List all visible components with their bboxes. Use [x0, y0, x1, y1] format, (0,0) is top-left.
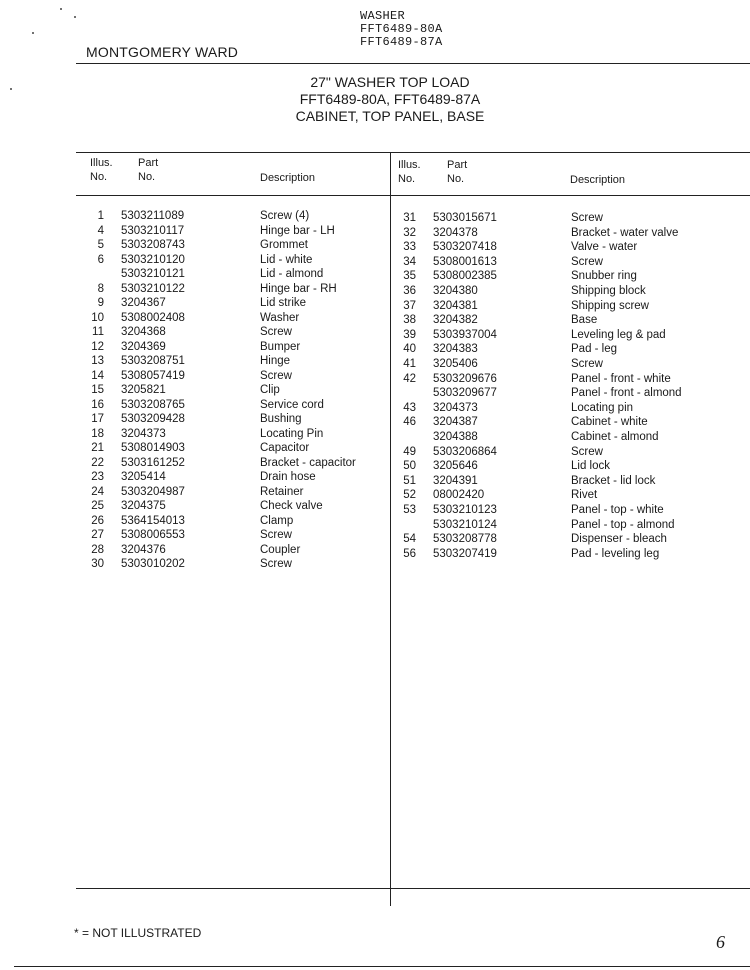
part-description: Panel - front - almond	[571, 387, 682, 400]
illus-no: 32	[403, 226, 416, 239]
table-top-rule	[76, 152, 750, 153]
parts-row	[0, 475, 750, 490]
part-description: Grommet	[260, 239, 308, 251]
part-description: Screw	[571, 255, 603, 268]
part-no: 5303208751	[121, 355, 185, 367]
scan-speck	[74, 16, 76, 18]
illus-no: 22	[91, 456, 104, 469]
part-description: Panel - top - almond	[571, 518, 675, 531]
page-mark: 6	[716, 932, 725, 952]
part-description: Pad - leveling leg	[571, 547, 660, 560]
header-text: Illus.	[398, 159, 421, 171]
parts-row	[0, 416, 750, 431]
illus-no: 9	[97, 297, 104, 309]
part-no: 5303161252	[121, 456, 185, 469]
illus-no: 43	[403, 401, 416, 414]
part-no: 5303210121	[121, 268, 185, 280]
parts-row	[0, 504, 750, 519]
illus-no: 36	[403, 285, 416, 297]
parts-row	[0, 282, 750, 300]
parts-row	[0, 519, 750, 534]
part-no: 5303210122	[121, 282, 185, 295]
part-no: 3204380	[433, 285, 478, 297]
part-no: 5303206864	[433, 445, 497, 458]
part-description: Lid strike	[260, 297, 307, 309]
part-no: 5303208743	[121, 239, 185, 251]
illus-no: 40	[403, 343, 416, 356]
part-no: 3204381	[433, 299, 478, 312]
illus-no: 10	[91, 311, 104, 324]
part-description: Bracket - capacitor	[260, 456, 356, 469]
illus-no: 53	[403, 504, 416, 516]
part-no: 3204383	[433, 343, 478, 356]
parts-row	[0, 358, 750, 373]
part-description: Screw	[571, 445, 603, 458]
part-description: Clip	[260, 384, 280, 396]
part-no: 5308057419	[121, 369, 185, 382]
illus-no: 8	[97, 282, 104, 295]
brand-name: MONTGOMERY WARD	[86, 44, 239, 60]
parts-row	[0, 548, 750, 563]
model-line: FFT6489-80A	[360, 22, 443, 36]
illus-no: 18	[91, 427, 104, 440]
parts-row	[0, 300, 750, 315]
part-no: 5303207418	[433, 241, 497, 254]
part-no: 5303208778	[433, 533, 497, 546]
illus-no: 21	[91, 442, 104, 454]
parts-row	[0, 533, 750, 548]
header-description: Description	[260, 172, 316, 184]
part-description: Lid - almond	[260, 268, 324, 280]
part-description: Check valve	[260, 500, 323, 512]
table-bottom-rule	[76, 888, 750, 889]
part-no: 5308014903	[121, 442, 185, 454]
part-description: Dispenser - bleach	[571, 533, 667, 546]
part-no: 3204387	[433, 416, 478, 429]
illus-no: 28	[91, 543, 104, 556]
part-no: 5303937004	[433, 328, 497, 341]
footnote: * = NOT ILLUSTRATED	[74, 926, 202, 940]
header-text: No.	[447, 173, 465, 185]
part-no: 3204376	[121, 543, 166, 556]
page-bottom-rule	[14, 966, 750, 967]
parts-row	[0, 270, 750, 285]
illus-no: 37	[403, 299, 416, 312]
part-description: Clamp	[260, 514, 294, 527]
illus-no: 41	[403, 358, 416, 370]
parts-row	[0, 373, 750, 388]
part-no: 3204378	[433, 226, 478, 239]
header-text: Part	[447, 159, 468, 171]
part-description: Locating Pin	[260, 427, 324, 440]
part-no: 5303210120	[121, 253, 185, 266]
illus-no: 49	[403, 445, 416, 458]
part-no: 3204375	[121, 500, 166, 512]
part-no: 08002420	[433, 489, 485, 502]
title-line: 27" WASHER TOP LOAD	[310, 74, 470, 90]
part-description: Retainer	[260, 485, 304, 498]
model-block	[360, 10, 443, 49]
parts-row	[0, 460, 750, 475]
illus-no: 14	[91, 369, 104, 382]
part-description: Screw	[260, 558, 292, 570]
part-description: Service cord	[260, 398, 324, 411]
illus-no: 54	[403, 533, 416, 546]
illus-no: 26	[91, 514, 104, 527]
header-illus-no	[398, 158, 421, 186]
header-text: No.	[90, 171, 108, 183]
part-description: Panel - top - white	[571, 504, 664, 516]
model-line: WASHER	[360, 9, 406, 23]
part-no: 5303209428	[121, 413, 185, 425]
part-no: 3204373	[433, 401, 478, 414]
part-no: 5308002385	[433, 270, 497, 283]
title-line: FFT6489-80A, FFT6489-87A	[299, 91, 481, 107]
parts-row	[0, 212, 750, 227]
part-no: 5303208765	[121, 398, 185, 411]
illus-no: 46	[403, 416, 416, 429]
parts-row	[0, 253, 750, 271]
illus-no: 34	[403, 255, 416, 268]
illus-no: 38	[403, 314, 416, 327]
header-illus-no	[90, 156, 113, 184]
part-no: 5308006553	[121, 529, 185, 541]
parts-row	[0, 446, 750, 461]
header-rule	[76, 63, 750, 64]
illus-no: 11	[92, 326, 104, 338]
illus-no: 39	[403, 328, 416, 341]
part-description: Lid - white	[260, 253, 313, 266]
part-no: 5303207419	[433, 547, 497, 560]
part-description: Screw (4)	[260, 210, 310, 222]
part-description: Bushing	[260, 413, 302, 425]
part-no: 5303209677	[433, 387, 497, 400]
part-description: Pad - leg	[571, 343, 618, 356]
part-description: Washer	[260, 311, 300, 324]
part-no: 3204369	[121, 340, 166, 353]
part-description: Hinge bar - RH	[260, 282, 337, 295]
illus-no: 51	[403, 474, 416, 487]
part-no: 3205414	[121, 471, 166, 483]
part-no: 5308002408	[121, 311, 185, 324]
part-no: 3205821	[121, 384, 166, 396]
table-header-rule	[76, 195, 750, 196]
illus-no: 52	[403, 489, 416, 502]
parts-row	[0, 387, 750, 402]
part-no: 3204382	[433, 314, 478, 327]
scan-speck	[60, 8, 62, 10]
illus-no: 24	[91, 485, 104, 498]
title-line: CABINET, TOP PANEL, BASE	[295, 108, 485, 124]
illus-no: 1	[97, 210, 104, 222]
part-no: 5303010202	[121, 558, 185, 570]
part-description: Locating pin	[571, 401, 634, 414]
illus-no: 17	[91, 413, 104, 425]
part-no: 3204368	[121, 326, 166, 338]
illus-no: 33	[403, 241, 416, 254]
part-description: Screw	[260, 369, 292, 382]
part-no: 5303209676	[433, 372, 497, 385]
header-description: Description	[570, 174, 626, 186]
part-no: 3204367	[121, 297, 166, 309]
part-description: Snubber ring	[571, 270, 637, 283]
part-description: Drain hose	[260, 471, 316, 483]
parts-row	[0, 311, 750, 329]
part-description: Shipping screw	[571, 299, 649, 312]
part-description: Lid lock	[571, 460, 610, 473]
illus-no: 30	[91, 558, 104, 570]
part-description: Valve - water	[571, 241, 638, 254]
model-line: FFT6489-87A	[360, 35, 443, 49]
illus-no: 15	[91, 384, 104, 396]
part-description: Cabinet - white	[571, 416, 648, 429]
part-description: Screw	[571, 358, 603, 370]
part-description: Screw	[571, 212, 603, 224]
illus-no: 13	[91, 355, 104, 367]
part-no: 3205406	[433, 358, 478, 370]
illus-no: 4	[97, 224, 104, 237]
illus-no: 31	[403, 212, 416, 224]
parts-row	[0, 329, 750, 344]
header-part-no	[447, 158, 467, 186]
part-no: 3204391	[433, 474, 478, 487]
part-description: Hinge	[260, 355, 291, 367]
header-text: Part	[138, 157, 159, 169]
illus-no: 12	[91, 340, 104, 353]
header-text: No.	[138, 171, 156, 183]
header-part-no	[138, 156, 158, 184]
part-no: 5303210117	[121, 224, 185, 237]
part-description: Shipping block	[571, 285, 646, 297]
part-description: Coupler	[260, 543, 301, 556]
illus-no: 35	[403, 270, 416, 283]
parts-row	[0, 224, 750, 242]
part-description: Screw	[260, 326, 292, 338]
part-description: Hinge bar - LH	[260, 224, 335, 237]
illus-no: 5	[97, 239, 104, 251]
illus-no: 16	[91, 398, 104, 411]
part-description: Leveling leg & pad	[571, 328, 666, 341]
parts-row	[0, 431, 750, 446]
illus-no: 50	[403, 460, 416, 473]
scan-speck	[32, 32, 34, 34]
part-description: Bracket - water valve	[571, 226, 679, 239]
part-description: Capacitor	[260, 442, 310, 454]
part-description: Screw	[260, 529, 292, 541]
part-no: 3204373	[121, 427, 166, 440]
document-title	[0, 74, 750, 125]
part-description: Bumper	[260, 340, 301, 353]
part-no: 5308001613	[433, 255, 497, 268]
part-no: 3204388	[433, 431, 478, 443]
illus-no: 27	[91, 529, 104, 541]
illus-no: 42	[403, 372, 416, 385]
part-no: 5303210123	[433, 504, 497, 516]
illus-no: 6	[97, 253, 104, 266]
header-text: No.	[398, 173, 416, 185]
parts-row	[0, 241, 750, 256]
part-no: 5303211089	[121, 210, 185, 222]
parts-row	[0, 489, 750, 504]
illus-no: 23	[91, 471, 104, 483]
part-no: 5364154013	[121, 514, 185, 527]
header-text: Illus.	[90, 157, 113, 169]
illus-no: 25	[91, 500, 104, 512]
part-no: 5303204987	[121, 485, 185, 498]
part-description: Panel - front - white	[571, 372, 671, 385]
part-description: Base	[571, 314, 598, 327]
parts-row	[0, 402, 750, 417]
part-no: 3205646	[433, 460, 478, 473]
illus-no: 56	[403, 547, 416, 560]
parts-row	[0, 340, 750, 358]
part-description: Bracket - lid lock	[571, 474, 656, 487]
part-description: Cabinet - almond	[571, 431, 659, 443]
part-no: 5303015671	[433, 212, 497, 224]
part-no: 5303210124	[433, 518, 497, 531]
part-description: Rivet	[571, 489, 598, 502]
